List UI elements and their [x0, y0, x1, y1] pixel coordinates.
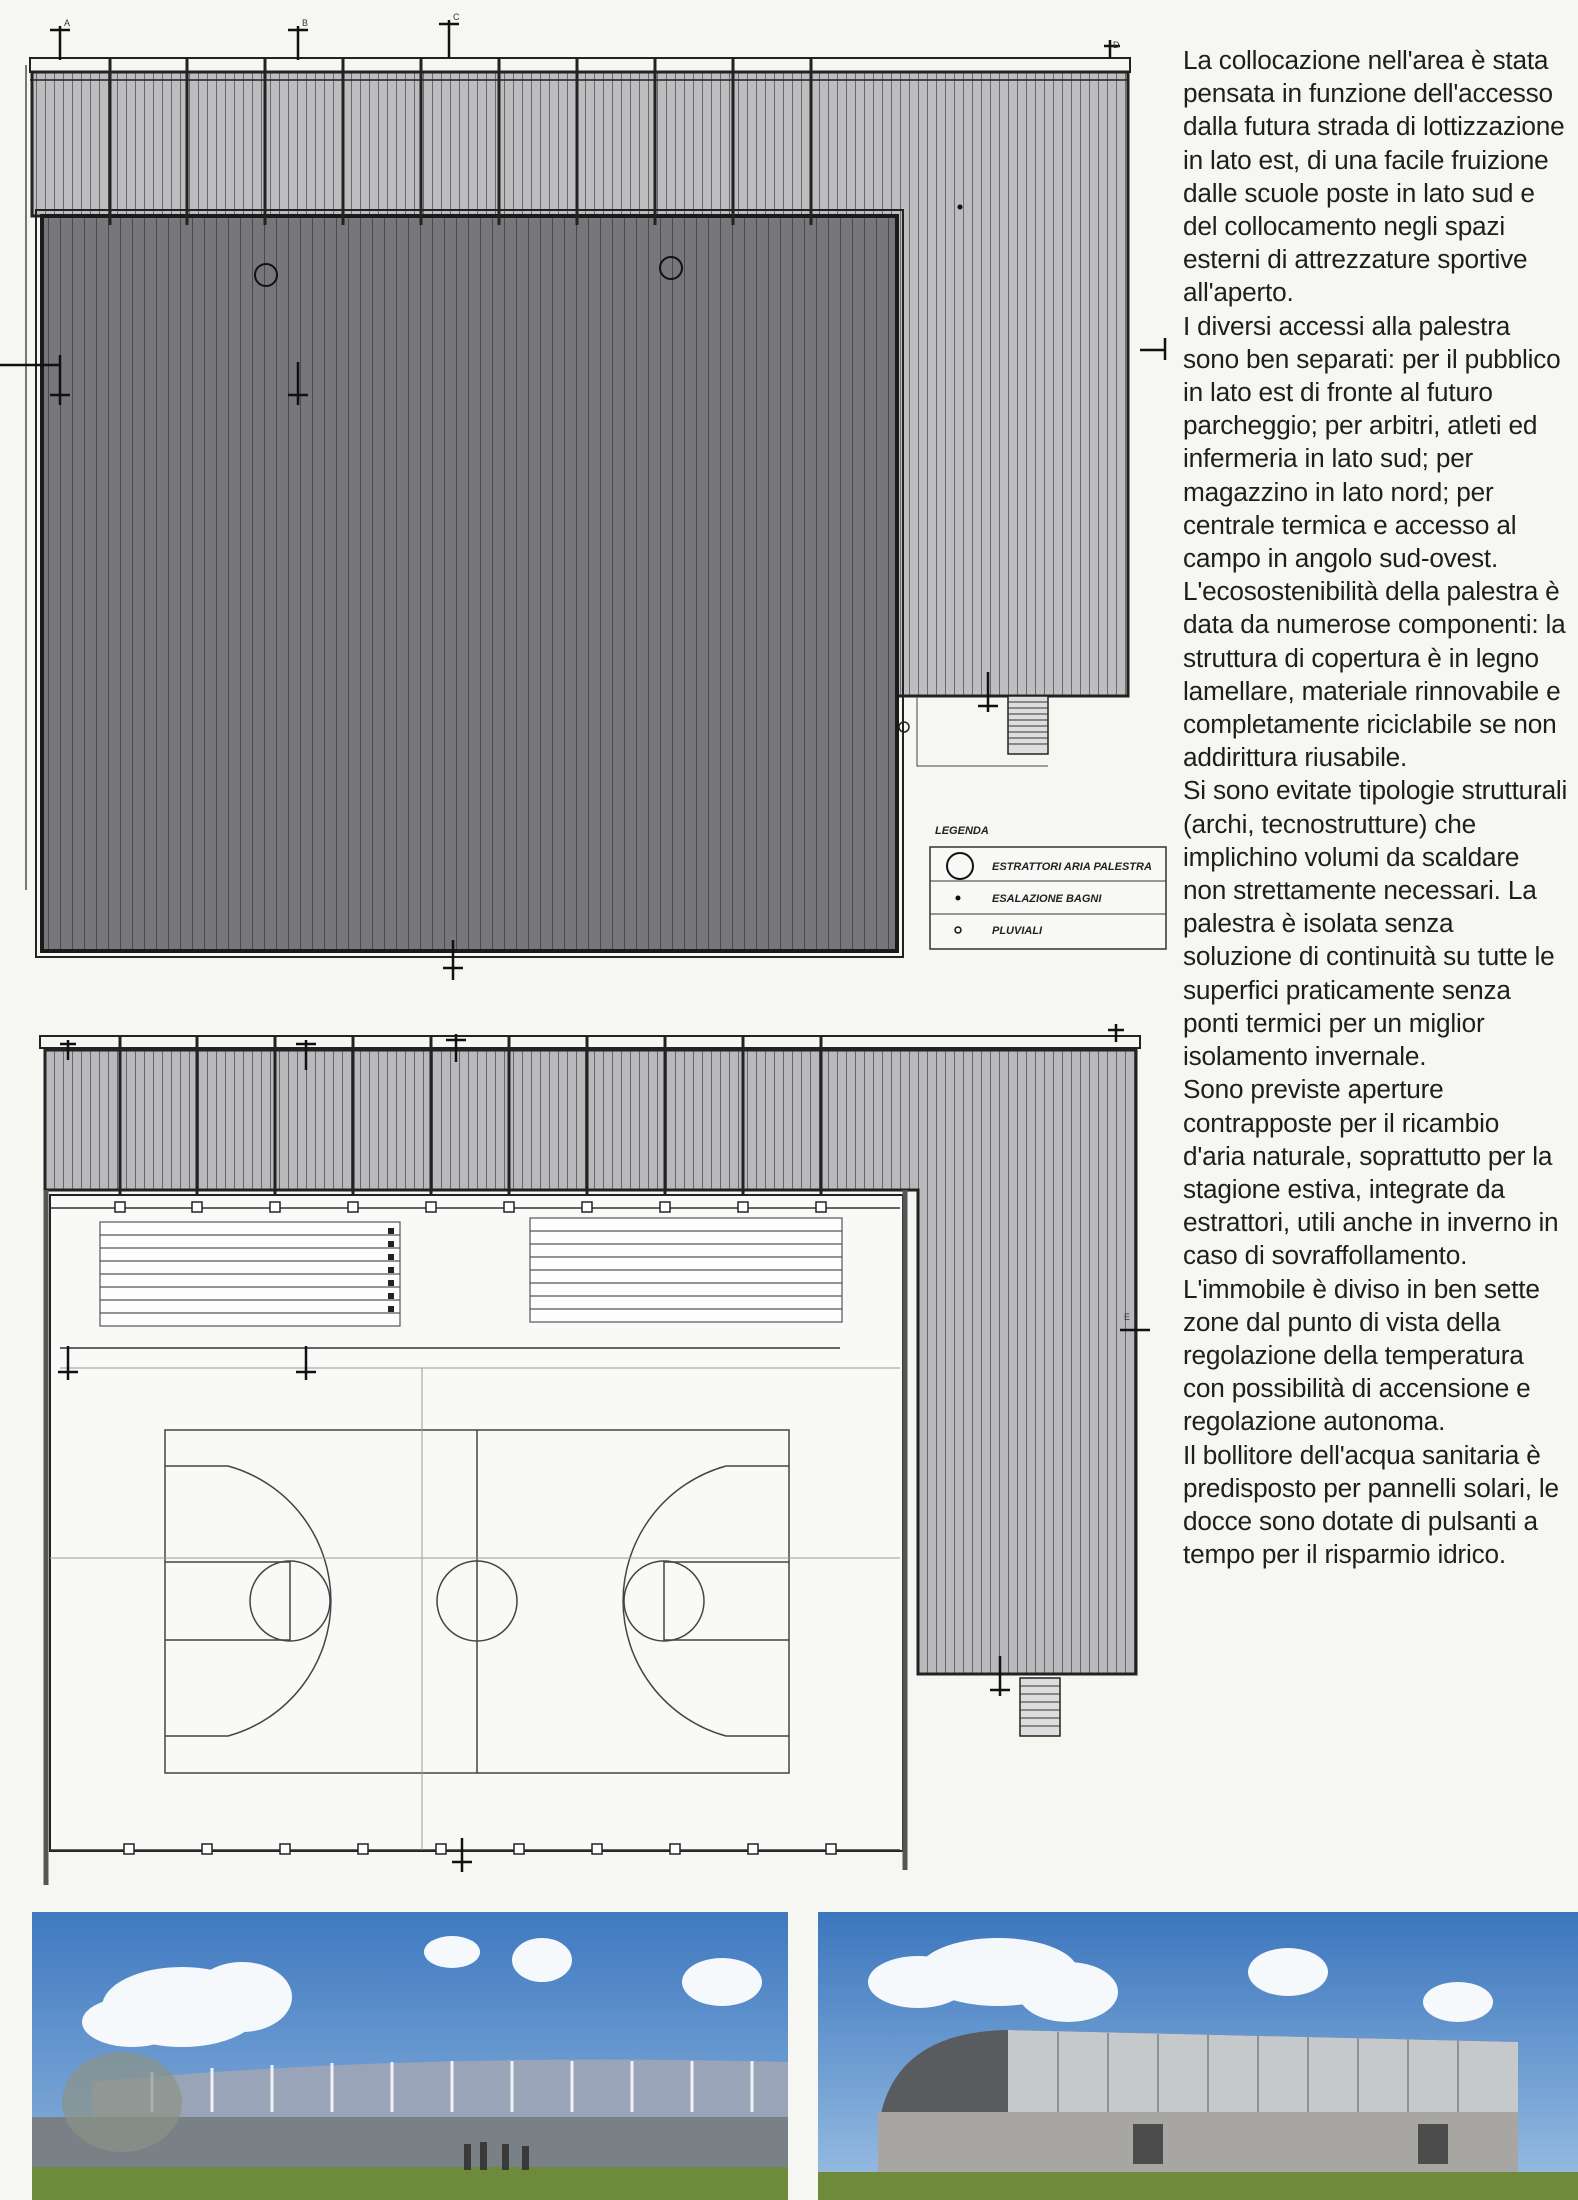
section-label-a: A	[64, 18, 71, 28]
article-paragraph: Si sono evitate tipologie strutturali (archi, tecnostrutture) che implichino volumi da scaldare non strettamente necessari. La palestra è isolata senza soluzione di continuità su tutte le superfici praticamente senza ponti termici per un miglior isolamento invernale.	[1183, 775, 1568, 1072]
article-body	[1183, 44, 1568, 1571]
entry-stairs	[1020, 1678, 1060, 1736]
entry-stairs	[1008, 696, 1048, 754]
article-paragraph: L'ecosostenibilità della palestra è data da numerose componenti: la struttura di copertura è in legno lamellare, materiale rinnovabile e completamente riciclabile se non addirittura riusabile.	[1183, 576, 1566, 773]
article-paragraph: La collocazione nell'area è stata pensata in funzione dell'accesso dalla futura strada di lottizzazione in lato est, di una facile fruizione dalle scuole poste in lato sud e del collocamento negli spazi esterni di attrezzature sportive all'aperto.	[1183, 45, 1565, 308]
legend-item-extractors: ESTRATTORI ARIA PALESTRA	[992, 861, 1152, 873]
dot-icon	[956, 896, 961, 901]
section-label-b: B	[302, 18, 309, 28]
dark-roof-section	[42, 216, 897, 951]
render-photo-east	[818, 1912, 1578, 2200]
section-label-e: E	[1124, 1312, 1131, 1322]
article-paragraph: I diversi accessi alla palestra sono ben separati: per il pubblico in lato est di fronte al futuro parcheggio; per arbitri, atleti ed infermeria in lato sud; per magazzino in lato nord; per centrale termica e accesso al campo in angolo sud-ovest.	[1183, 310, 1561, 574]
article-paragraph: L'immobile è diviso in ben sette zone dal punto di vista della regolazione della temperatura con possibilità di accensione e regolazione autonoma.	[1183, 1273, 1540, 1437]
legend-item-bathroom-exhaust: ESALAZIONE BAGNI	[992, 893, 1102, 905]
section-label-c: C	[453, 12, 460, 22]
section-label-d: D	[1113, 40, 1120, 50]
article-paragraph: Sono previste aperture contrapposte per il ricambio d'aria naturale, soprattutto per la stagione estiva, integrate da estrattori, utili anche in inverno in caso di sovraffollamento.	[1183, 1074, 1559, 1271]
bleachers-left	[100, 1222, 400, 1326]
article-paragraph: Il bollitore dell'acqua sanitaria è predisposto per pannelli solari, le docce sono dotate di pulsanti a tempo per il risparmio idrico.	[1183, 1439, 1559, 1570]
roof-plan-drawing	[0, 0, 1170, 1000]
render-photo-west	[32, 1912, 788, 2200]
bleachers-right	[530, 1218, 842, 1322]
legend-item-downpipes: PLUVIALI	[992, 925, 1043, 937]
legend-box	[930, 825, 1166, 949]
floor-plan-drawing	[0, 1000, 1170, 1900]
legend-title: LEGENDA	[935, 825, 989, 837]
exhaust-dot-icon	[958, 205, 963, 210]
